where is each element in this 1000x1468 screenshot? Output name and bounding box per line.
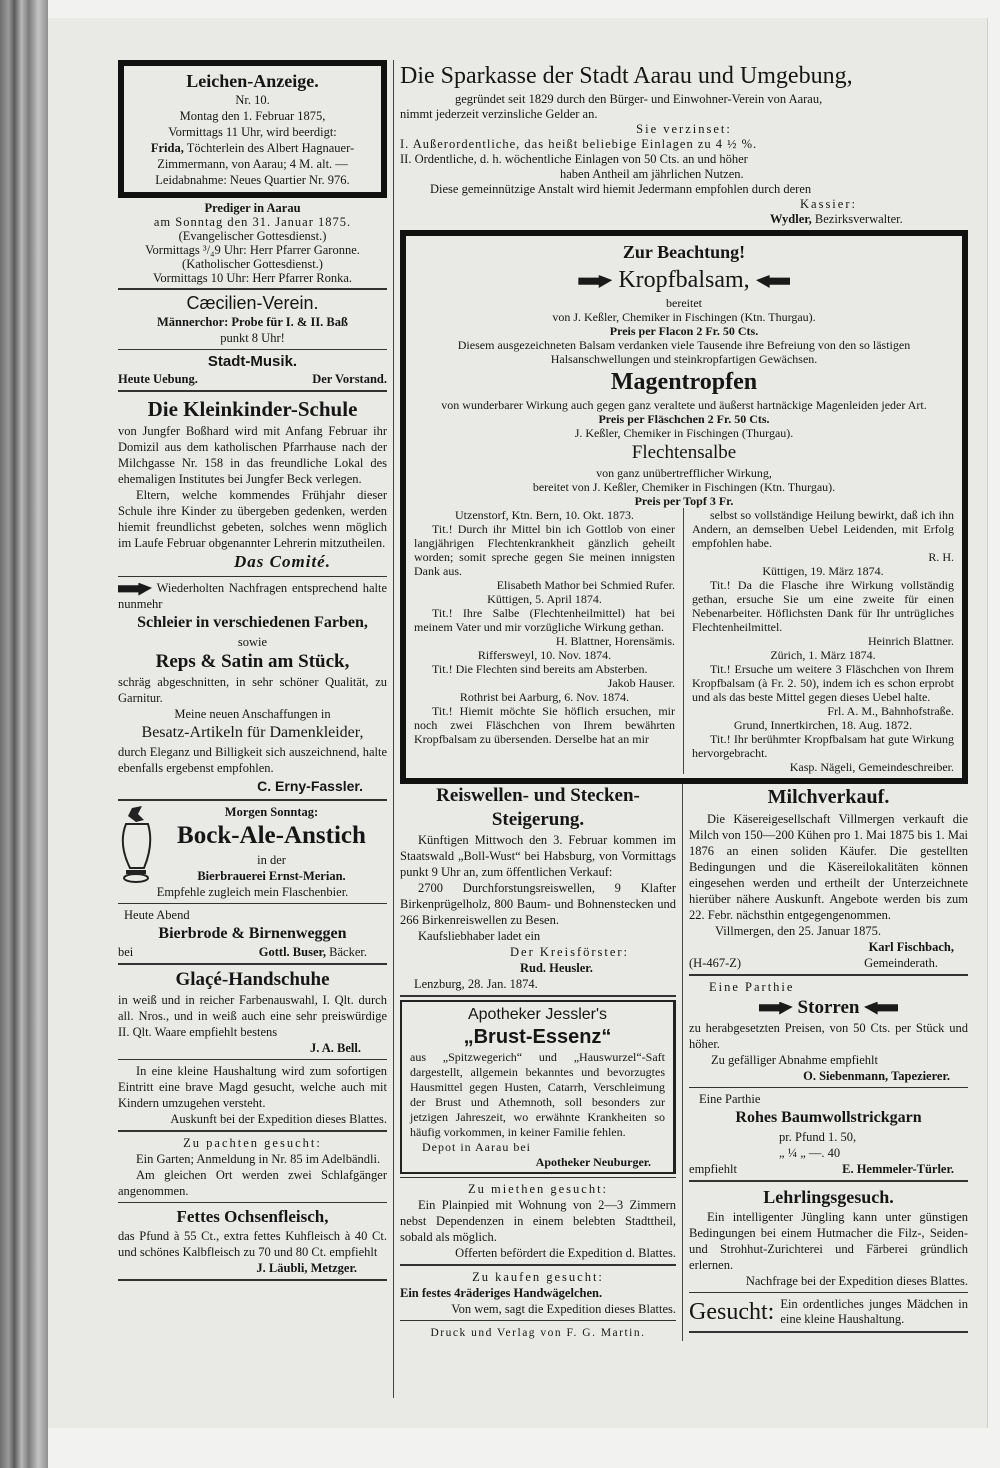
brust-line: Apotheker Neuburger. bbox=[535, 1154, 652, 1169]
testimonial-text: Tit.! Da die Flasche ihre Wirkung vollständig gethan, ersuche Sie um eine zweite für einen Nebenarbeiter. Höflichsten Dank für Ihr untrügliches Flechtenheilmittel. bbox=[692, 578, 954, 634]
testimonial bbox=[692, 508, 954, 564]
testimonial-signature: R. H. bbox=[928, 550, 954, 564]
leichen-date: Montag den 1. Februar 1875, bbox=[179, 109, 326, 123]
lehrlingsgesuch-ad bbox=[689, 1185, 968, 1289]
divider bbox=[400, 1264, 676, 1266]
magentropfen-title: Magentropfen bbox=[610, 369, 758, 395]
storren-line: Zu gefälliger Abnahme empfiehlt bbox=[711, 1052, 878, 1067]
reiswellen-paragraph: 2700 Durchforstungsreiswellen, 9 Klafter Birkenprügelholz, 800 Baum- und Bohnenstecken und 266 Birkenreiswellen zu Besen. bbox=[400, 881, 677, 927]
beer-mug-goat-icon bbox=[118, 804, 156, 884]
garn-line: Eine Parthie bbox=[699, 1092, 761, 1106]
kessler-price: Preis per Flacon 2 Fr. 50 Cts. bbox=[609, 324, 759, 338]
divider bbox=[118, 1059, 387, 1061]
testimonial-text: Tit.! Ihr berühmter Kropfbalsam hat gute Wirkung hervorgebracht. bbox=[692, 732, 954, 760]
storren-signature: O. Siebenmann, Tapezierer. bbox=[803, 1068, 950, 1083]
garn-title: Rohes Baumwollstrickgarn bbox=[735, 1109, 922, 1126]
bock-line: Empfehle zugleich mein Flaschenbier. bbox=[156, 884, 349, 899]
pointing-hand-icon bbox=[578, 275, 612, 288]
glace-text: in weiß und in reicher Farbenauswahl, I. Qlt. durch all. Nros., und in weiß auch eine sehr preiswürdige II. Qlt. Waare empfiehlt bestens bbox=[118, 992, 387, 1039]
prediger-title: Prediger in Aarau bbox=[204, 201, 301, 215]
pachten-paragraph: Ein Garten; Anmeldung in Nr. 85 im Adelbändli. bbox=[136, 1151, 381, 1166]
pointing-hand-icon bbox=[864, 1002, 898, 1015]
testimonial-text: Tit.! Durch ihr Mittel bin ich Gottlob von einer langjährigen Flechtenkrankheit gänzlich geheilt worden; somit spreche gegen Sie meinen innigsten Dank aus. bbox=[414, 522, 675, 578]
reiswellen-signature: Rud. Heusler. bbox=[520, 961, 593, 975]
right-area bbox=[394, 60, 968, 1398]
divider bbox=[689, 1087, 968, 1089]
kessler-heading: Zur Beachtung! bbox=[622, 242, 746, 262]
kaufen-title: Zu kaufen gesucht: bbox=[472, 1269, 604, 1284]
sparkasse-line: Diese gemeinnützige Anstalt wird hiemit Jedermann empfohlen durch deren bbox=[430, 182, 812, 196]
testimonial-place: Küttigen, 19. März 1874. bbox=[762, 564, 884, 578]
schleier-line: durch Eleganz und Billigkeit sich auszeichnend, halte ebenfalls ergebenst empfohlen. bbox=[118, 745, 387, 775]
schleier-line: sowie bbox=[237, 635, 268, 649]
testimonial-place: Küttigen, 5. April 1874. bbox=[487, 592, 602, 606]
kaufen-line: Ein festes 4räderiges Handwägelchen. bbox=[400, 1285, 603, 1300]
testimonial-signature: Heinrich Blattner. bbox=[868, 634, 954, 648]
testimonial-signature: Jakob Hauser. bbox=[607, 676, 675, 690]
prediger-notice bbox=[118, 201, 387, 285]
storren-title: Storren bbox=[797, 996, 860, 1018]
prediger-line: (Evangelischer Gottesdienst.) bbox=[178, 229, 327, 243]
schleier-heading: Schleier in verschiedenen Farben, bbox=[137, 614, 368, 631]
testimonial-signature: H. Blattner, Horensämis. bbox=[555, 634, 675, 648]
milch-signature: Karl Fischbach, bbox=[868, 940, 954, 954]
bierbrode-title: Bierbrode & Birnenweggen bbox=[158, 925, 347, 942]
kessler-line: Diesem ausgezeichneten Balsam verdanken viele Tausende ihre Befreiung von den so lästigen Halsanschwellungen und steinkropfartigen Gewächsen. bbox=[457, 338, 911, 366]
schleier-heading: Besatz-Artikeln für Damenkleider, bbox=[141, 724, 364, 741]
divider bbox=[118, 390, 387, 392]
imprint-footer: Druck und Verlag von F. G. Martin. bbox=[430, 1327, 646, 1339]
testimonial-text: Tit.! Ihre Salbe (Flechtenheilmittel) hat bei meinem Vater und mir vorzügliche Wirkung gethan. bbox=[414, 606, 675, 634]
brust-title: „Brust-Essenz“ bbox=[463, 1025, 612, 1048]
divider bbox=[689, 1180, 968, 1182]
schleier-signature: C. Erny-Fassler. bbox=[257, 778, 363, 794]
testimonial-place: Riffersweyl, 10. Nov. 1874. bbox=[477, 648, 612, 662]
divider bbox=[118, 349, 387, 351]
testimonial bbox=[414, 508, 675, 592]
testimonials bbox=[414, 508, 954, 774]
leichen-nr: Nr. 10. bbox=[235, 93, 270, 107]
lehrling-line: Nachfrage bei der Expedition dieses Blattes. bbox=[745, 1273, 968, 1288]
sparkasse-line: Kassier: bbox=[800, 197, 857, 211]
schleier-line: Wiederholten Nachfragen entsprechend halte nunmehr bbox=[118, 581, 387, 611]
brust-title: Apotheker Jessler's bbox=[467, 1005, 608, 1023]
milch-role: Gemeinderath. bbox=[864, 956, 938, 970]
leichen-time: Vormittags 11 Uhr, wird beerdigt: bbox=[168, 125, 337, 139]
divider bbox=[118, 903, 387, 905]
magd-ad bbox=[118, 1063, 387, 1127]
divider bbox=[400, 1177, 676, 1179]
sparkasse-ad bbox=[400, 60, 968, 227]
kleinkinder-title: Die Kleinkinder-Schule bbox=[147, 396, 358, 421]
sparkasse-line: nimmt jederzeit verzinsliche Gelder an. bbox=[400, 107, 598, 121]
glace-title: Glaçé-Handschuhe bbox=[175, 968, 330, 990]
lehrling-title: Lehrlingsgesuch. bbox=[763, 1186, 894, 1207]
sparkasse-line: gegründet seit 1829 durch den Bürger- und Einwohner-Verein von Aarau, bbox=[455, 92, 823, 106]
garn-price: pr. Pfund 1. 50, bbox=[779, 1130, 857, 1144]
stadtmusik-notice bbox=[118, 353, 387, 387]
miethen-line: Offerten befördert die Expedition d. Blattes. bbox=[455, 1246, 677, 1260]
divider bbox=[118, 963, 387, 965]
testimonial-place: Utzenstorf, Ktn. Bern, 10. Okt. 1873. bbox=[455, 508, 634, 522]
sparkasse-title: Die Sparkasse der Stadt Aarau und Umgebung, bbox=[400, 63, 853, 89]
kessler-line: bereitet von J. Keßler, Chemiker in Fischingen (Ktn. Thurgau). bbox=[532, 480, 836, 494]
schleier-ad bbox=[118, 580, 387, 796]
testimonials-right bbox=[684, 508, 954, 774]
pointing-hand-icon bbox=[759, 1002, 793, 1015]
sparkasse-role: Bezirksverwalter. bbox=[814, 212, 903, 226]
bierbrode-line: Heute Abend bbox=[124, 908, 190, 922]
testimonial-signature: Frl. A. M., Bahnhofstraße. bbox=[827, 704, 954, 718]
pointing-hand-icon bbox=[756, 275, 790, 288]
left-column bbox=[118, 60, 394, 1398]
divider bbox=[118, 288, 387, 290]
leichen-anzeige bbox=[118, 60, 387, 198]
miethen-text: Ein Plainpied mit Wohnung von 2—3 Zimmern nebst Dependenzen in einem belebten Stadttheil, sobald als möglich. bbox=[400, 1198, 677, 1244]
sparkasse-line: Sie verzinset: bbox=[636, 122, 732, 136]
testimonial-signature: Elisabeth Mathor bei Schmied Rufer. bbox=[496, 578, 675, 592]
caecilien-line: punkt 8 Uhr! bbox=[220, 330, 285, 345]
lower-columns bbox=[400, 784, 968, 1341]
miethen-ad bbox=[400, 1181, 676, 1261]
pointing-hand-icon bbox=[118, 583, 152, 596]
divider bbox=[689, 1331, 968, 1333]
kessler-price: Preis per Topf 3 Fr. bbox=[634, 494, 734, 508]
right-column bbox=[683, 784, 968, 1341]
testimonial-place: Rothrist bei Aarburg, 6. Nov. 1874. bbox=[459, 690, 630, 704]
kleinkinder-signature: Das Comité. bbox=[234, 551, 331, 571]
brust-line: Depot in Aarau bei bbox=[422, 1139, 531, 1154]
prediger-date: am Sonntag den 31. Januar 1875. bbox=[153, 215, 352, 229]
bierbrode-role: Bäcker. bbox=[329, 945, 367, 959]
gesucht-text: Ein ordentliches junges Mädchen in eine kleine Haushaltung. bbox=[780, 1297, 968, 1326]
kessler-line: von J. Keßler, Chemiker in Fischingen (Ktn. Thurgau). bbox=[552, 310, 816, 324]
middle-column bbox=[400, 784, 683, 1341]
magd-text: In eine kleine Haushaltung wird zum sofortigen Eintritt eine brave Magd gesucht, welche auch mit Kindern umzugehen versteht. bbox=[118, 1064, 387, 1110]
kropfbalsam-title: Kropfbalsam, bbox=[618, 267, 750, 293]
milchverkauf-ad bbox=[689, 784, 968, 971]
reiswellen-ad bbox=[400, 784, 676, 992]
testimonial-text: Tit.! Ersuche um weitere 3 Fläschchen von Ihrem Kropfbalsam (à Fr. 2. 50), indem ich es schon erprobt und als das beste Mittel gegen dieses Uebel halte. bbox=[692, 662, 954, 704]
reiswellen-signature: Der Kreisförster: bbox=[510, 945, 630, 959]
bierbrode-ad bbox=[118, 907, 387, 960]
milch-title: Milchverkauf. bbox=[767, 786, 890, 808]
leichen-title: Leichen-Anzeige. bbox=[186, 71, 319, 91]
divider bbox=[118, 1202, 387, 1204]
testimonial-place: Zürich, 1. März 1874. bbox=[770, 648, 876, 662]
sparkasse-line: I. Außerordentliche, das heißt beliebige Einlagen zu 4 ½ %. bbox=[400, 137, 758, 151]
sparkasse-line: II. Ordentliche, d. h. wöchentliche Einlagen von 50 Cts. an und höher bbox=[400, 152, 748, 166]
testimonial-text: selbst so vollständige Heilung bewirkt, daß ich ihn Andern, an demselben Uebel Leidenden, mit Erfolg empfohlen habe. bbox=[692, 508, 954, 550]
stadtmusik-signature: Der Vorstand. bbox=[312, 372, 387, 386]
testimonial bbox=[414, 690, 675, 746]
storren-line: Eine Parthie bbox=[709, 979, 795, 994]
testimonial-text: Tit.! Die Flechten sind bereits am Absterben. bbox=[432, 662, 648, 676]
glace-ad bbox=[118, 968, 387, 1056]
pachten-paragraph: Am gleichen Ort werden zwei Schlafgänger angenommen. bbox=[118, 1167, 387, 1198]
bock-line: Morgen Sonntag: bbox=[224, 804, 319, 819]
bock-title: Bock-Ale-Anstich bbox=[177, 821, 366, 849]
testimonial bbox=[414, 592, 675, 648]
schleier-heading: Reps & Satin am Stück, bbox=[155, 651, 350, 672]
pachten-ad bbox=[118, 1135, 387, 1199]
prediger-line: Vormittags ³/₄9 Uhr: Herr Pfarrer Garonne. bbox=[145, 243, 360, 257]
divider bbox=[689, 974, 968, 976]
reiswellen-paragraph: Kaufsliebhaber ladet ein bbox=[418, 929, 541, 943]
testimonial-place: Grund, Innertkirchen, 18. Aug. 1872. bbox=[733, 718, 913, 732]
kleinkinder-paragraph: von Jungfer Boßhard wird mit Anfang Februar ihr Domizil aus dem katholischen Pfarrhause nach der Milchgasse Nr. 158 in das freundliche Lokal des ehemaligen Institutes bei Jungfer Beck verlegen. bbox=[118, 423, 387, 486]
leichen-name: Frida, bbox=[150, 141, 184, 155]
testimonials-left bbox=[414, 508, 684, 774]
prediger-line: (Katholischer Gottesdienst.) bbox=[182, 257, 323, 271]
glace-signature: J. A. Bell. bbox=[309, 1040, 361, 1055]
testimonial bbox=[692, 718, 954, 774]
ochsenfleisch-ad bbox=[118, 1206, 387, 1276]
bock-line: in der bbox=[257, 852, 286, 867]
bierbrode-bei: bei bbox=[118, 945, 134, 959]
reiswellen-date: Lenzburg, 28. Jan. 1874. bbox=[414, 977, 538, 991]
divider bbox=[400, 1320, 676, 1322]
divider bbox=[400, 995, 676, 997]
pachten-title: Zu pachten gesucht: bbox=[183, 1135, 322, 1150]
magd-line: Auskunft bei der Expedition dieses Blattes. bbox=[170, 1112, 387, 1126]
testimonial bbox=[692, 648, 954, 718]
garn-price: „ ¼ „ —. 40 bbox=[779, 1146, 841, 1160]
storren-ad bbox=[689, 979, 968, 1084]
lehrling-text: Ein intelligenter Jüngling kann unter günstigen Bedingungen bei einem Hutmacher die Filz-, Seiden- und Strohhut-Zurichterei und Färberei gründlich erlernen. bbox=[689, 1209, 968, 1272]
miethen-title: Zu miethen gesucht: bbox=[467, 1182, 609, 1196]
kessler-line: von ganz unübertrefflicher Wirkung, bbox=[596, 466, 772, 480]
brust-essenz-ad bbox=[400, 1000, 676, 1174]
milch-text: Die Käsereigesellschaft Villmergen verkauft die Milch von 150—200 Kühen pro 1. Mai 1875 bis 1. Mai 1876 an einen soliden Käufer. Die gestellten Bedingungen und die Käsereilokalitäten können eingesehen werden und ertheilt der Unterzeichnete hierüber nähere Auskunft. Angebote werden bis zum 22. Febr. nächsthin entgegengenommen. bbox=[689, 812, 968, 922]
flechtensalbe-title: Flechtensalbe bbox=[631, 442, 737, 463]
newspaper-page bbox=[48, 18, 988, 1428]
reiswellen-title: Reiswellen- und Stecken-Steigerung. bbox=[436, 785, 640, 830]
fettes-signature: J. Läubli, Metzger. bbox=[256, 1261, 357, 1275]
testimonial-text: Tit.! Hiemit möchte Sie höflich ersuchen, mir noch zwei Fläschchen von Ihrem bewährten Kropfbalsam zu übersenden. Derselbe hat an mir bbox=[414, 704, 675, 746]
leichen-text: Töchterlein des Albert Hagnauer-Zimmermann, von Aarau; 4 M. alt. — Leidabnahme: Neues Quartier Nr. 976. bbox=[155, 141, 355, 187]
caecilien-notice bbox=[118, 293, 387, 346]
divider bbox=[118, 576, 387, 578]
strickgarn-ad bbox=[689, 1091, 968, 1177]
caecilien-line: Männerchor: Probe für I. & II. Baß bbox=[157, 314, 348, 329]
kessler-line: bereitet bbox=[666, 296, 702, 310]
gesucht-title: Gesucht: bbox=[689, 1299, 775, 1325]
garn-line: empfiehlt bbox=[689, 1162, 737, 1176]
stadtmusik-left: Heute Uebung. bbox=[118, 372, 198, 386]
reiswellen-paragraph: Künftigen Mittwoch den 3. Februar kommen im Staatswald „Boll-Wust“ bei Habsburg, von Vormittags punkt 9 Uhr an, zum öffentlichen Verkauf: bbox=[400, 833, 677, 879]
book-binding-edge bbox=[0, 0, 48, 1468]
milch-code: (H-467-Z) bbox=[689, 956, 742, 970]
kessler-line: J. Keßler, Chemiker in Fischingen (Thurgau). bbox=[574, 426, 794, 440]
fettes-text: das Pfund à 55 Ct., extra fettes Kuhfleisch à 40 Ct. und schönes Kalbfleisch zu 70 und 80 Ct. empfiehlt bbox=[118, 1229, 387, 1259]
sparkasse-line: haben Antheil am jährlichen Nutzen. bbox=[560, 167, 744, 181]
kaufen-line: Von wem, sagt die Expedition dieses Blattes. bbox=[451, 1301, 677, 1316]
divider bbox=[118, 1279, 387, 1281]
bock-ale-ad bbox=[118, 804, 387, 900]
schleier-line: Meine neuen Anschaffungen in bbox=[174, 707, 331, 721]
milch-date: Villmergen, den 25. Januar 1875. bbox=[715, 924, 882, 938]
testimonial bbox=[414, 648, 675, 690]
garn-signature: E. Hemmeler-Türler. bbox=[842, 1162, 954, 1176]
storren-text: zu herabgesetzten Preisen, von 50 Cts. per Stück und höher. bbox=[689, 1020, 968, 1051]
prediger-line: Vormittags 10 Uhr: Herr Pfarrer Ronka. bbox=[152, 271, 353, 285]
schleier-line: schräg abgeschnitten, in sehr schöner Qualität, zu Garnitur. bbox=[118, 675, 387, 705]
kaufen-ad bbox=[400, 1269, 676, 1317]
bock-line: Bierbrauerei Ernst-Merian. bbox=[197, 868, 346, 883]
kleinkinder-schule-ad bbox=[118, 395, 387, 573]
sparkasse-signature: Wydler, bbox=[770, 212, 812, 226]
kleinkinder-paragraph: Eltern, welche kommendes Frühjahr dieser Schule ihre Kinder zu übergeben gedenken, werden hiemit freundlichst gebeten, solches wenn möglich im Laufe Februar obgenannter Lehrerin mitzutheilen. bbox=[118, 487, 387, 550]
divider bbox=[689, 1292, 968, 1294]
fettes-title: Fettes Ochsenfleisch, bbox=[176, 1207, 329, 1226]
brust-text: aus „Spitzwegerich“ und „Hauswurzel“-Saft dargestellt, allgemein bekanntes und bevorzugtes Hausmittel gegen Husten, Catarrh, Verschleimung der Brust und Athemnoth, soll besonders zur jetzigen Jahreszeit, wo erwähnte Krankheiten so häufig vorkommen, in keiner Familie fehlen. bbox=[410, 1049, 666, 1139]
caecilien-title: Cæcilien-Verein. bbox=[186, 292, 319, 313]
divider bbox=[118, 799, 387, 801]
gesucht-ad bbox=[689, 1296, 968, 1328]
testimonial bbox=[692, 564, 954, 648]
kessler-price: Preis per Fläschchen 2 Fr. 50 Cts. bbox=[598, 412, 770, 426]
kessler-line: von wunderbarer Wirkung auch gegen ganz veraltete und äußerst hartnäckige Magenleiden jeder Art. bbox=[441, 398, 927, 412]
stadtmusik-title: Stadt-Musik. bbox=[207, 353, 298, 370]
kessler-remedies-ad bbox=[400, 230, 968, 784]
divider bbox=[118, 1130, 387, 1132]
testimonial-signature: Kasp. Nägeli, Gemeindeschreiber. bbox=[789, 760, 954, 774]
bierbrode-signature: Gottl. Buser, bbox=[258, 945, 327, 959]
